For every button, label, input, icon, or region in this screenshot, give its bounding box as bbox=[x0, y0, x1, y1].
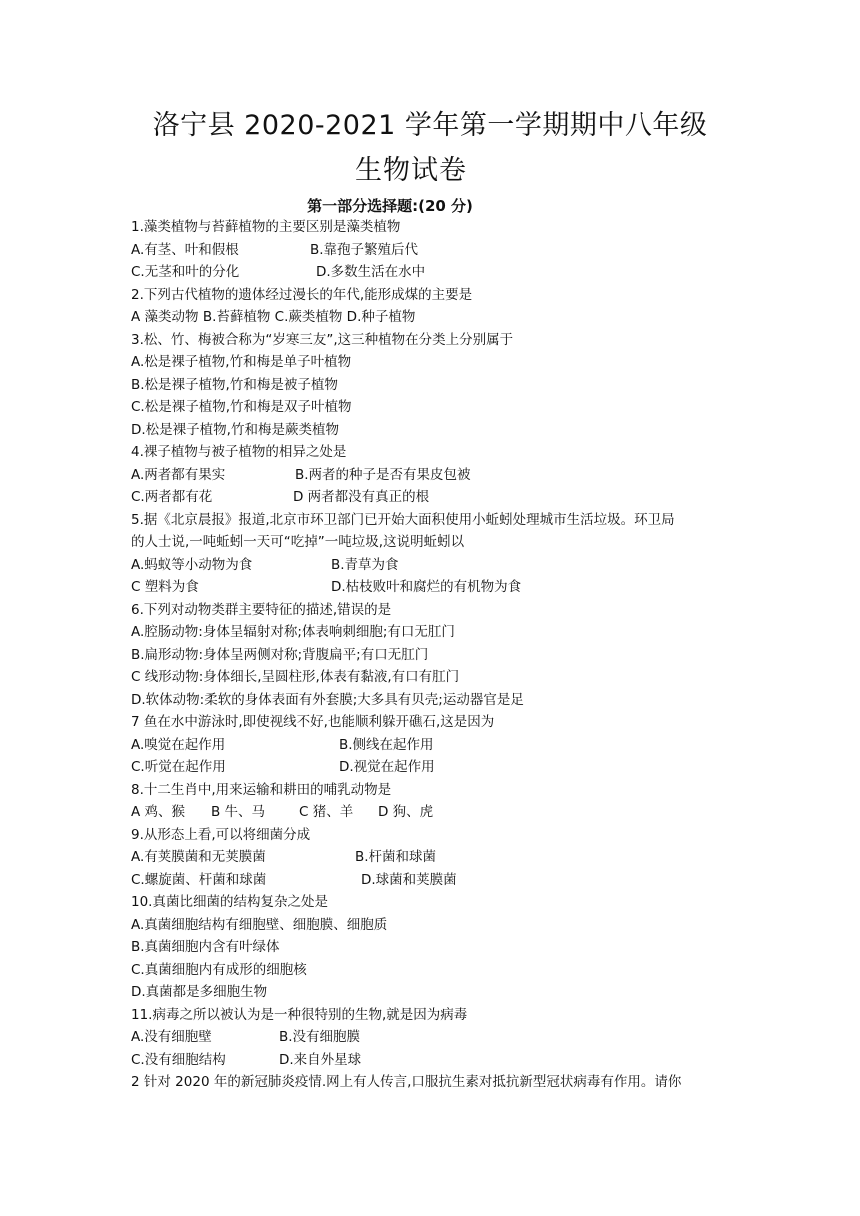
question-10-option-a: A.真菌细胞结构有细胞壁、细胞膜、细胞质 bbox=[131, 917, 388, 933]
question-5-option-d: D.枯枝败叶和腐烂的有机物为食 bbox=[331, 579, 522, 595]
question-11-option-c: C.没有细胞结构 bbox=[131, 1052, 226, 1068]
question-1-stem: 1.藻类植物与苔藓植物的主要区别是藻类植物 bbox=[131, 219, 401, 235]
question-9-option-c: C.螺旋菌、杆菌和球菌 bbox=[131, 872, 267, 888]
question-4-option-d: D 两者都没有真正的根 bbox=[293, 489, 430, 505]
question-9-stem: 9.从形态上看,可以将细菌分成 bbox=[131, 827, 311, 843]
question-6-stem: 6.下列对动物类群主要特征的描述,错误的是 bbox=[131, 602, 392, 618]
question-1-option-b: B.靠孢子繁殖后代 bbox=[310, 242, 419, 258]
question-4-option-c: C.两者都有花 bbox=[131, 489, 213, 505]
question-7-option-b: B.侧线在起作用 bbox=[339, 737, 434, 753]
question-9-option-d: D.球菌和荚膜菌 bbox=[361, 872, 457, 888]
question-8-option-a: A 鸡、猴 bbox=[131, 804, 186, 820]
question-3-option-a: A.松是裸子植物,竹和梅是单子叶植物 bbox=[131, 354, 352, 370]
question-6-option-c: C 线形动物:身体细长,呈圆柱形,体表有黏液,有口有肛门 bbox=[131, 669, 460, 685]
question-9-option-b: B.杆菌和球菌 bbox=[355, 849, 437, 865]
question-3-stem: 3.松、竹、梅被合称为“岁寒三友”,这三种植物在分类上分别属于 bbox=[131, 332, 514, 348]
question-2-stem: 2.下列古代植物的遗体经过漫长的年代,能形成煤的主要是 bbox=[131, 287, 473, 303]
question-7-option-a: A.嗅觉在起作用 bbox=[131, 737, 226, 753]
question-7-option-c: C.听觉在起作用 bbox=[131, 759, 226, 775]
question-8-option-c: C 猪、羊 bbox=[299, 804, 354, 820]
question-10-stem: 10.真菌比细菌的结构复杂之处是 bbox=[131, 894, 328, 910]
question-12-stem: 2 针对 2020 年的新冠肺炎疫情.网上有人传言,口服抗生素对抵抗新型冠状病毒有作用。请你 bbox=[131, 1074, 682, 1090]
question-5-stem-continued: 的人士说,一吨蚯蚓一天可“吃掉”一吨垃圾,这说明蚯蚓以 bbox=[131, 534, 465, 550]
question-1-option-c: C.无茎和叶的分化 bbox=[131, 264, 240, 280]
question-3-option-b: B.松是裸子植物,竹和梅是被子植物 bbox=[131, 377, 338, 393]
question-8-stem: 8.十二生肖中,用来运输和耕田的哺乳动物是 bbox=[131, 782, 392, 798]
question-9-option-a: A.有荚膜菌和无荚膜菌 bbox=[131, 849, 266, 865]
exam-subtitle: 生物试卷 bbox=[355, 155, 467, 186]
question-3-option-c: C.松是裸子植物,竹和梅是双子叶植物 bbox=[131, 399, 352, 415]
question-2-options: A 藻类动物 B.苔藓植物 C.蕨类植物 D.种子植物 bbox=[131, 309, 416, 325]
question-6-option-b: B.扁形动物:身体呈两侧对称;背腹扁平;有口无肛门 bbox=[131, 647, 429, 663]
question-4-stem: 4.裸子植物与被子植物的相异之处是 bbox=[131, 444, 347, 460]
question-5-option-b: B.青草为食 bbox=[331, 557, 399, 573]
question-6-option-a: A.腔肠动物:身体呈辐射对称;体表响刺细胞;有口无肛门 bbox=[131, 624, 455, 640]
question-5-option-a: A.蚂蚁等小动物为食 bbox=[131, 557, 253, 573]
question-6-option-d: D.软体动物:柔软的身体表面有外套膜;大多具有贝壳;运动器官是足 bbox=[131, 692, 524, 708]
question-11-option-d: D.来自外星球 bbox=[279, 1052, 362, 1068]
question-7-stem: 7 鱼在水中游泳时,即使视线不好,也能顺利躲开礁石,这是因为 bbox=[131, 714, 495, 730]
question-1-option-d: D.多数生活在水中 bbox=[316, 264, 426, 280]
question-5-stem: 5.据《北京晨报》报道,北京市环卫部门已开始大面积使用小蚯蚓处理城市生活垃圾。环卫局 bbox=[131, 512, 675, 528]
question-10-option-b: B.真菌细胞内含有叶绿体 bbox=[131, 939, 280, 955]
question-8-option-d: D 狗、虎 bbox=[378, 804, 434, 820]
question-3-option-d: D.松是裸子植物,竹和梅是蕨类植物 bbox=[131, 422, 339, 438]
question-11-option-a: A.没有细胞壁 bbox=[131, 1029, 212, 1045]
question-10-option-d: D.真菌都是多细胞生物 bbox=[131, 984, 268, 1000]
question-5-option-c: C 塑料为食 bbox=[131, 579, 199, 595]
question-4-option-b: B.两者的种子是否有果皮包被 bbox=[295, 467, 471, 483]
exam-title: 洛宁县 2020-2021 学年第一学期期中八年级 bbox=[152, 110, 708, 141]
question-7-option-d: D.视觉在起作用 bbox=[339, 759, 435, 775]
question-11-option-b: B.没有细胞膜 bbox=[279, 1029, 361, 1045]
section-heading: 第一部分选择题:(20 分) bbox=[307, 197, 473, 215]
question-10-option-c: C.真菌细胞内有成形的细胞核 bbox=[131, 962, 307, 978]
question-4-option-a: A.两者都有果实 bbox=[131, 467, 226, 483]
question-11-stem: 11.病毒之所以被认为是一种很特别的生物,就是因为病毒 bbox=[131, 1007, 468, 1023]
question-1-option-a: A.有茎、叶和假根 bbox=[131, 242, 239, 258]
question-8-option-b: B 牛、马 bbox=[211, 804, 266, 820]
